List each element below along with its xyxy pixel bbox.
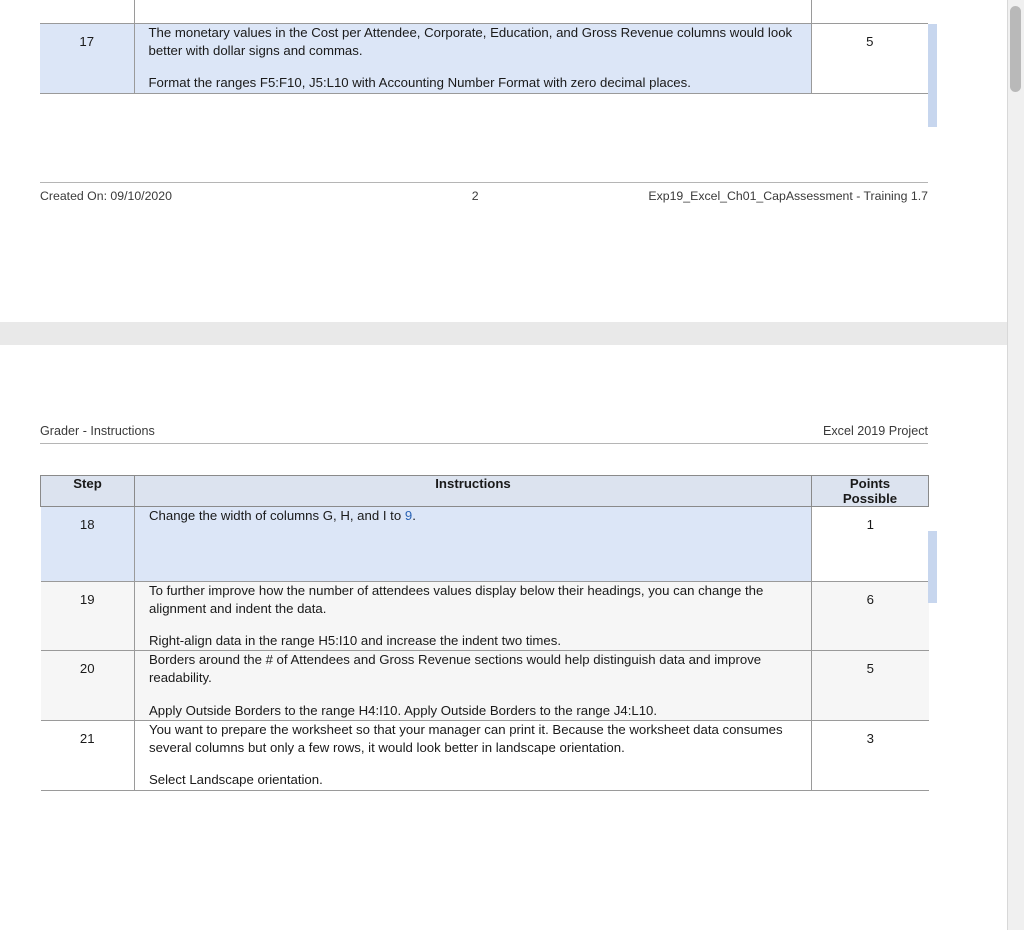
table-row[interactable] [41, 651, 929, 721]
table-row[interactable] [41, 720, 929, 790]
instruction-paragraph: You want to prepare the worksheet so that your manager can print it. Because the worksheet data consumes several columns but only a few rows, it would look better in landscape orientation. [149, 721, 783, 756]
document-page-2 [0, 345, 1008, 930]
instruction-paragraph: Select Landscape orientation. [149, 772, 323, 788]
column-header-instructions: Instructions [135, 476, 812, 507]
footer-created-on: Created On: 09/10/2020 [40, 188, 172, 203]
step-number: 17 [40, 24, 134, 93]
footer-file-name: Exp19_Excel_Ch01_CapAssessment - Training 1.7 [648, 188, 928, 203]
vertical-scrollbar[interactable] [1007, 0, 1024, 930]
instruction-paragraph: Format the ranges F5:F10, J5:L10 with Accounting Number Format with zero decimal places. [148, 75, 691, 91]
instructions-table-page2 [40, 475, 929, 791]
table-row[interactable] [40, 24, 928, 93]
page-footer [40, 182, 928, 203]
points-possible: 5 [811, 24, 928, 93]
column-header-points-line1: Points [849, 476, 891, 491]
instruction-paragraph: To further improve how the number of attendees values display below their headings, you can change the alignment and indent the data. [149, 582, 764, 616]
step-number: 21 [41, 720, 135, 790]
instruction-text-after: . [412, 508, 416, 524]
points-possible: 6 [812, 581, 929, 651]
row-highlight-marker [928, 24, 937, 127]
table-header-row [41, 476, 929, 507]
scrollbar-thumb[interactable] [1010, 6, 1021, 92]
instruction-value: 9 [404, 508, 413, 524]
points-possible: 1 [812, 507, 929, 581]
header-title-right: Excel 2019 Project [822, 424, 928, 438]
header-title-left: Grader - Instructions [40, 424, 155, 438]
instruction-paragraph: Borders around the # of Attendees and Gross Revenue sections would help distinguish data and improve readability. [149, 652, 762, 686]
points-possible: 3 [812, 720, 929, 790]
step-number: 20 [41, 651, 135, 721]
column-header-step: Step [41, 476, 135, 507]
page-header [40, 345, 968, 444]
step-instructions [135, 720, 812, 790]
instruction-text-before: Change the width of columns G, H, and I to [149, 508, 405, 524]
instructions-table-page1 [40, 24, 928, 94]
column-header-points [812, 476, 929, 507]
column-header-points-line2: Possible [842, 491, 898, 507]
page-gap [0, 322, 1024, 345]
instruction-paragraph [149, 507, 797, 525]
step-number: 19 [41, 581, 135, 651]
step-instructions [134, 24, 811, 93]
step-number: 18 [41, 507, 135, 581]
instruction-paragraph: Apply Outside Borders to the range H4:I10. Apply Outside Borders to the range J4:L10. [149, 702, 658, 718]
table-row[interactable] [41, 507, 929, 581]
instruction-paragraph: The monetary values in the Cost per Attendee, Corporate, Education, and Gross Revenue columns would look better with dollar signs and commas. [148, 25, 793, 59]
step-instructions [135, 581, 812, 651]
step-instructions [135, 507, 812, 581]
points-possible: 5 [812, 651, 929, 721]
document-page-1 [0, 0, 1008, 322]
table-row-partial [40, 0, 968, 24]
instruction-paragraph: Right-align data in the range H5:I10 and increase the indent two times. [149, 633, 561, 648]
table-row[interactable] [41, 581, 929, 651]
row-highlight-marker [928, 531, 937, 603]
step-instructions [135, 651, 812, 721]
footer-page-number: 2 [471, 188, 479, 203]
